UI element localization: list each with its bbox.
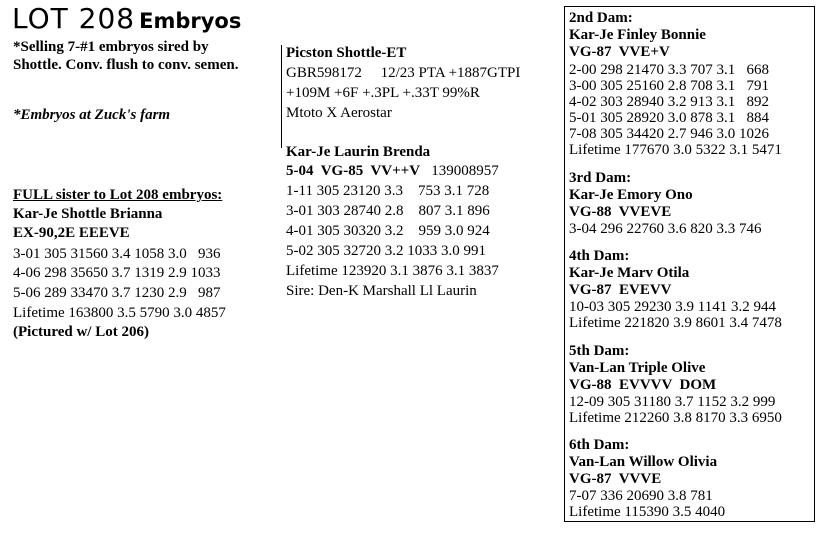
dam5-record: 12-09 305 31180 3.7 1152 3.2 999 — [569, 394, 776, 410]
dam2-heading: 2nd Dam: — [569, 10, 633, 26]
pictured-note: (Pictured w/ Lot 206) — [13, 324, 149, 340]
dam-record: 1-11 305 23120 3.3 753 3.1 728 — [286, 183, 490, 199]
dam2-classification: VG-87 VVE+V — [569, 44, 670, 60]
dam-record: 5-02 305 32720 3.2 1033 3.0 991 — [286, 243, 486, 259]
dam4-record: 10-03 305 29230 3.9 1141 3.2 944 — [569, 299, 776, 315]
sister-record: 4-06 298 35650 3.7 1319 2.9 1033 — [13, 265, 221, 281]
dam4-heading: 4th Dam: — [569, 248, 630, 264]
sire-name: Picston Shottle-ET — [286, 45, 407, 61]
dam-class: 5-04 VG-85 VV++V — [286, 163, 421, 179]
selling-line-1: *Selling 7-#1 embryos sired by — [13, 39, 209, 55]
dam3-heading: 3rd Dam: — [569, 170, 632, 186]
dam3-record: 3-04 296 22760 3.6 820 3.3 746 — [569, 221, 762, 237]
sire-divider — [281, 45, 282, 148]
dam6-heading: 6th Dam: — [569, 437, 630, 453]
dam2-record: 7-08 305 34420 2.7 946 3.0 1026 — [569, 126, 769, 142]
sire-info: GBR598172 12/23 PTA +1887GTPI — [286, 65, 521, 81]
dam5-lifetime: Lifetime 212260 3.8 8170 3.3 6950 — [569, 410, 782, 426]
sister-heading: FULL sister to Lot 208 embryos: — [13, 187, 223, 203]
embryo-location: *Embryos at Zuck's farm — [13, 107, 171, 123]
dam2-record: 2-00 298 21470 3.3 707 3.1 668 — [569, 62, 769, 78]
dam2-lifetime: Lifetime 177670 3.0 5322 3.1 5471 — [569, 142, 782, 158]
dam2-name: Kar-Je Finley Bonnie — [569, 27, 706, 43]
dam-registration: 139008957 — [431, 163, 499, 179]
dam2-record: 3-00 305 25160 2.8 708 3.1 791 — [569, 78, 769, 94]
dam6-record: 7-07 336 20690 3.8 781 — [569, 488, 713, 504]
dam4-name: Kar-Je Marv Otila — [569, 265, 690, 281]
sister-classification: EX-90,2E EEEVE — [13, 225, 130, 241]
dam-lifetime: Lifetime 123920 3.1 3876 3.1 3837 — [286, 263, 499, 279]
dam2-record: 4-02 303 28940 3.2 913 3.1 892 — [569, 94, 769, 110]
dam5-name: Van-Lan Triple Olive — [569, 360, 706, 376]
dam-sire: Sire: Den-K Marshall Ll Laurin — [286, 283, 477, 299]
selling-line-2: Shottle. Conv. flush to conv. semen. — [13, 57, 239, 73]
dam3-name: Kar-Je Emory Ono — [569, 187, 693, 203]
dam-classification — [286, 162, 499, 181]
sister-record: 5-06 289 33470 3.7 1230 2.9 987 — [13, 285, 221, 301]
dam-record: 3-01 303 28740 2.8 807 3.1 896 — [286, 203, 490, 219]
lot-type: Embryos — [139, 9, 242, 33]
sister-lifetime: Lifetime 163800 3.5 5790 3.0 4857 — [13, 305, 226, 321]
dam4-classification: VG-87 EVEVV — [569, 282, 672, 298]
dam3-classification: VG-88 VVEVE — [569, 204, 672, 220]
sire-info: +109M +6F +.3PL +.33T 99%R — [286, 85, 480, 101]
dam-name: Kar-Je Laurin Brenda — [286, 144, 431, 160]
sire-pedigree: Mtoto X Aerostar — [286, 105, 392, 121]
sister-name: Kar-Je Shottle Brianna — [13, 206, 163, 222]
dam6-name: Van-Lan Willow Olivia — [569, 454, 718, 470]
dam5-classification: VG-88 EVVVV DOM — [569, 377, 717, 393]
dam5-heading: 5th Dam: — [569, 343, 630, 359]
dam6-lifetime: Lifetime 115390 3.5 4040 — [569, 504, 726, 520]
sister-record: 3-01 305 31560 3.4 1058 3.0 936 — [13, 246, 221, 262]
dam-record: 4-01 305 30320 3.2 959 3.0 924 — [286, 223, 490, 239]
dam4-lifetime: Lifetime 221820 3.9 8601 3.4 7478 — [569, 315, 782, 331]
lot-number: LOT 208 — [12, 2, 136, 35]
dam6-classification: VG-87 VVVE — [569, 471, 662, 487]
dam2-record: 5-01 305 28920 3.0 878 3.1 884 — [569, 110, 769, 126]
lot-title — [12, 2, 241, 35]
